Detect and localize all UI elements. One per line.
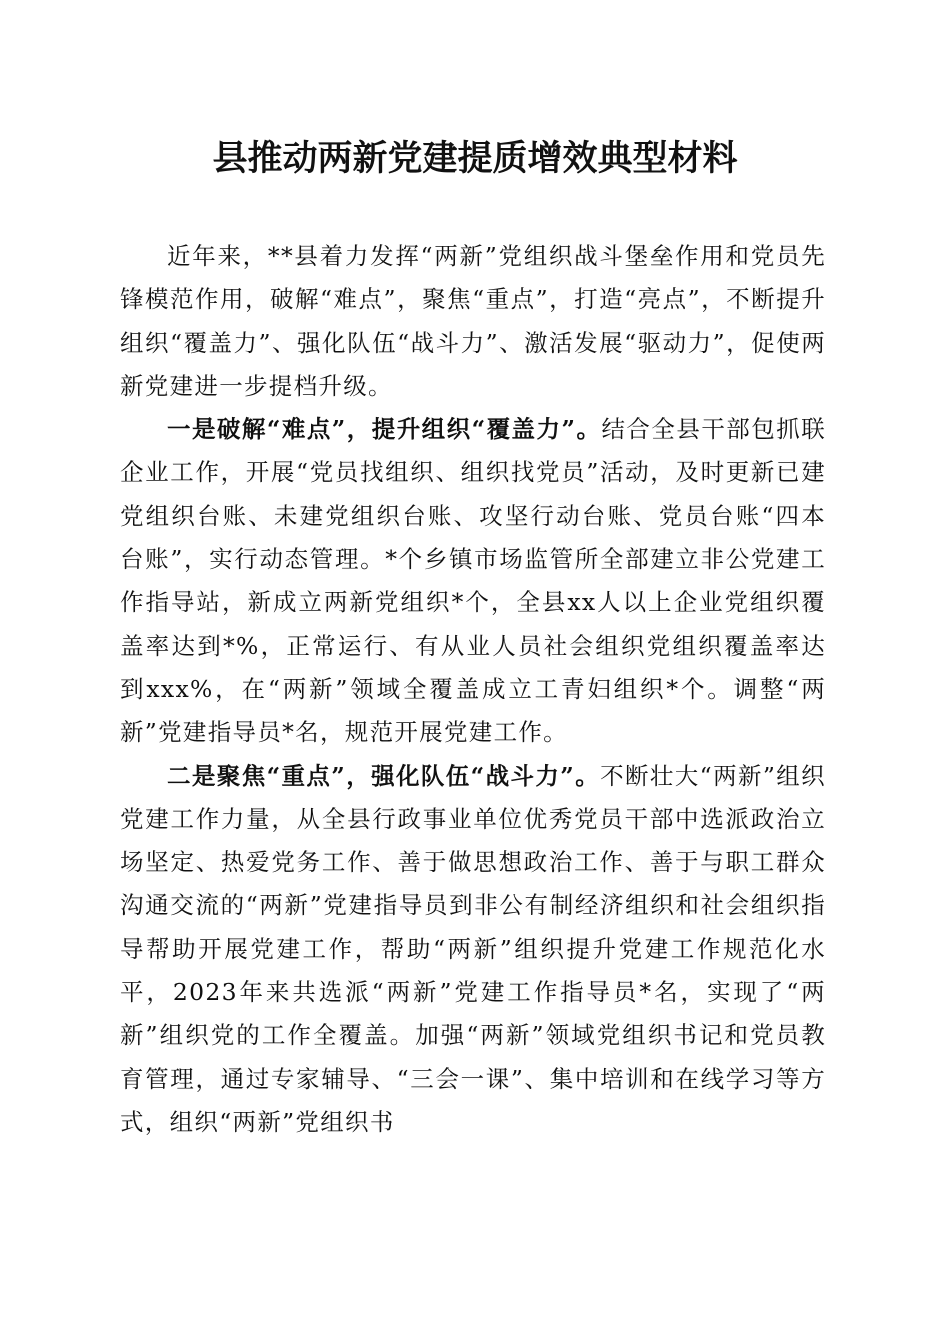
paragraph-lead: 二是聚焦“重点”，强化队伍“战斗力”。 [167, 761, 601, 790]
paragraph-intro [120, 235, 826, 408]
paragraph-point-one [120, 408, 826, 754]
paragraph-text: 不断壮大“两新”组织党建工作力量，从全县行政事业单位优秀党员干部中选派政治立场坚定、热爱党务工作、善于做思想政治工作、善于与职工群众沟通交流的“两新”党建指导员到非公有制经济组织和社会组织指导帮助开展党建工作，帮助“两新”组织提升党建工作规范化水平，2023年来共选派“两新”党建工作指导员*名，实现了“两新”组织党的工作全覆盖。加强“两新”领域党组织书记和党员教育管理，通过专家辅导、“三会一课”、集中培训和在线学习等方式，组织“两新”党组织书 [120, 761, 826, 1136]
paragraph-text: 结合全县干部包抓联企业工作，开展“党员找组织、组织找党员”活动，及时更新已建党组织台账、未建党组织台账、攻坚行动台账、党员台账“四本台账”，实行动态管理。*个乡镇市场监管所全部建立非公党建工作指导站，新成立两新党组织*个，全县xx人以上企业党组织覆盖率达到*%，正常运行、有从业人员社会组织党组织覆盖率达到xxx%，在“两新”领域全覆盖成立工青妇组织*个。调整“两新”党建指导员*名，规范开展党建工作。 [120, 415, 826, 747]
paragraph-lead: 一是破解“难点”，提升组织“覆盖力”。 [167, 415, 602, 444]
document-body [120, 235, 826, 1144]
paragraph-point-two [120, 755, 826, 1145]
paragraph-text: 近年来，**县着力发挥“两新”党组织战斗堡垒作用和党员先锋模范作用，破解“难点”，聚焦“重点”，打造“亮点”，不断提升组织“覆盖力”、强化队伍“战斗力”、激活发展“驱动力”，促使两新党建进一步提档升级。 [120, 242, 826, 400]
document-title: 县推动两新党建提质增效典型材料 [212, 138, 738, 179]
